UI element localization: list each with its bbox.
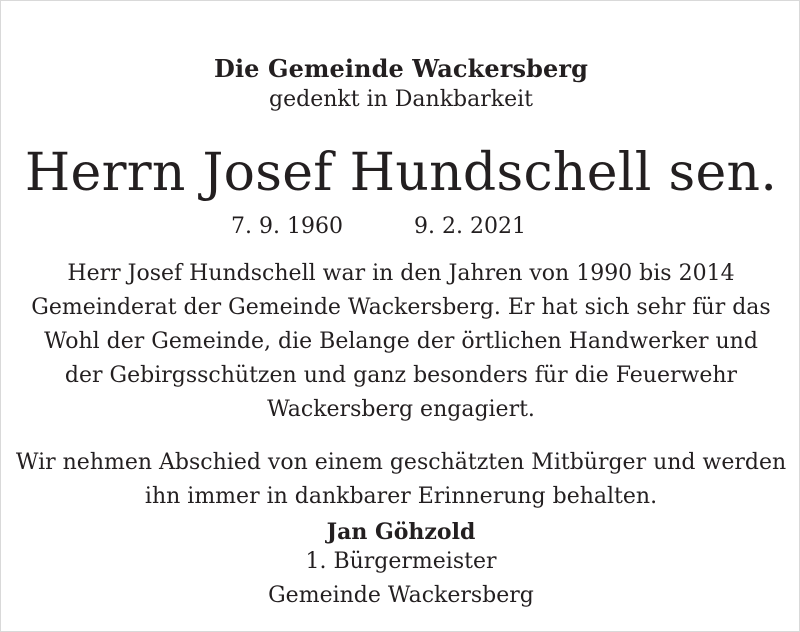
tribute-paragraph xyxy=(1,257,800,427)
paragraph-line: Wir nehmen Abschied von einem geschätzten Mitbürger und werden xyxy=(15,450,787,475)
farewell-paragraph xyxy=(1,446,800,514)
paragraph-line: der Gebirgsschützen und ganz besonders für die Feuerwehr xyxy=(64,363,738,388)
subtitle: gedenkt in Dankbarkeit xyxy=(269,87,533,112)
paragraph-line: Gemeinderat der Gemeinde Wackersberg. Er hat sich sehr für das xyxy=(31,295,771,320)
paragraph-line: ihn immer in dankbarer Erinnerung behalten. xyxy=(144,484,658,509)
issuing-organization: Die Gemeinde Wackersberg xyxy=(214,54,588,83)
paragraph-line: Herr Josef Hundschell war in den Jahren von 1990 bis 2014 xyxy=(67,261,735,286)
signatory-organization: Gemeinde Wackersberg xyxy=(268,583,534,608)
birth-date: 7. 9. 1960 xyxy=(231,214,343,239)
signatory-role: 1. Bürgermeister xyxy=(305,549,497,574)
death-date: 9. 2. 2021 xyxy=(414,214,526,239)
signatory-name: Jan Göhzold xyxy=(326,519,476,545)
paragraph-line: Wackersberg engagiert. xyxy=(267,397,535,422)
deceased-name: Herrn Josef Hundschell sen. xyxy=(24,143,778,203)
paragraph-line: Wohl der Gemeinde, die Belange der örtlichen Handwerker und xyxy=(44,329,758,354)
